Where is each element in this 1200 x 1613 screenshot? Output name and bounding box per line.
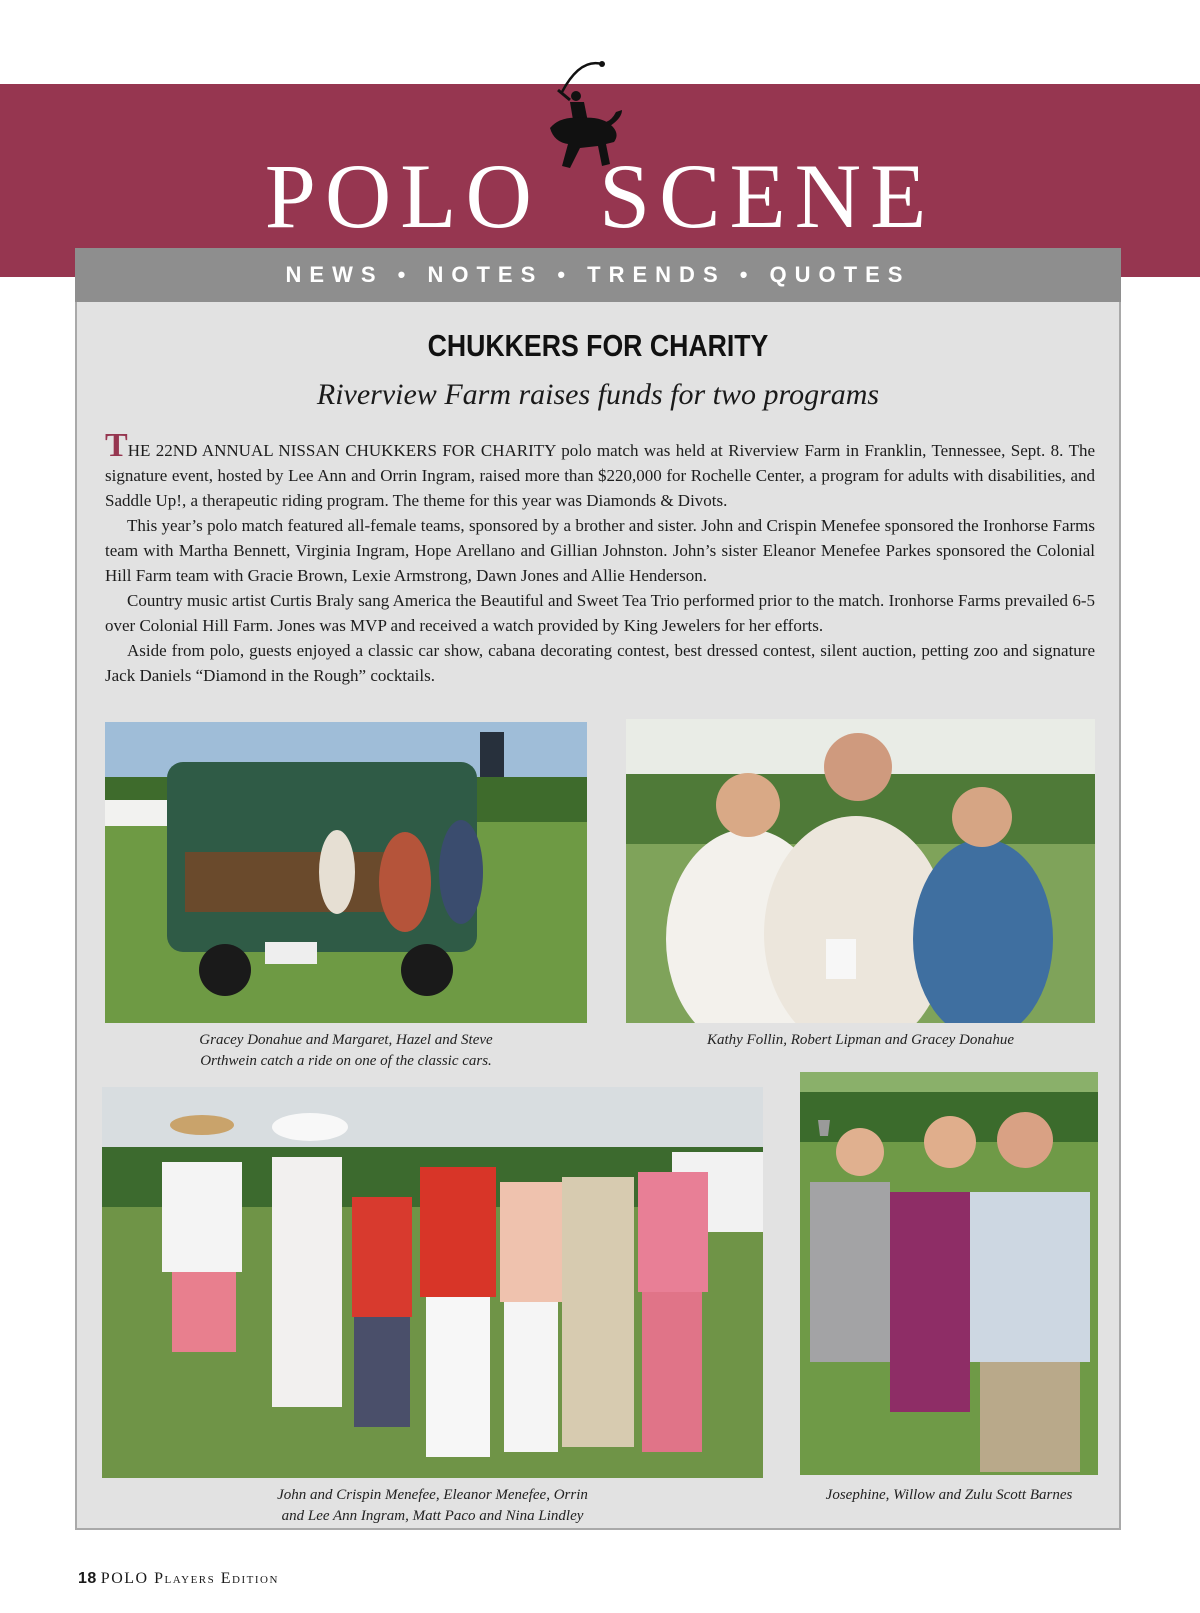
masthead-title-left: POLO bbox=[264, 145, 541, 247]
photo-classic-truck bbox=[105, 722, 587, 1023]
lead-in-caps: HE 22ND ANNUAL NISSAN CHUKKERS FOR CHARITY bbox=[127, 441, 556, 460]
section-tagline: NEWS • NOTES • TRENDS • QUOTES bbox=[75, 248, 1121, 302]
paragraph-2: This year’s polo match featured all-female teams, sponsored by a brother and sister. John and Crispin Menefee sponsored the Ironhorse Farms team with Martha Bennett, Virginia Ingram, Hope Arellano and Gillian Johnston. John’s sister Eleanor Menefee Parkes sponsored the Colonial Hill Farm team with Gracie Brown, Lexie Armstrong, Dawn Jones and Allie Henderson. bbox=[105, 516, 1095, 585]
drop-cap: T bbox=[105, 427, 128, 464]
paragraph-1-text: polo match was held at Riverview Farm in Franklin, Tennessee, Sept. 8. The signature event, hosted by Lee Ann and Orrin Ingram, raised more than $220,000 for Rochelle Center, a program for adults with disabilities, and Saddle Up!, a therapeutic riding program. The theme for this year was Diamonds & Divots. bbox=[105, 441, 1095, 510]
photo-family bbox=[800, 1072, 1098, 1475]
paragraph-4: Aside from polo, guests enjoyed a classic car show, cabana decorating contest, best dressed contest, silent auction, petting zoo and signature Jack Daniels “Diamond in the Rough” cocktails. bbox=[105, 641, 1095, 685]
photo-trio bbox=[626, 719, 1095, 1023]
article-body bbox=[105, 427, 1095, 688]
caption-group: John and Crispin Menefee, Eleanor Menefee, Orrin and Lee Ann Ingram, Matt Paco and Nina Lindley bbox=[277, 1487, 588, 1524]
caption-family: Josephine, Willow and Zulu Scott Barnes bbox=[825, 1487, 1073, 1503]
masthead-title bbox=[0, 145, 1200, 247]
caption-classic-truck: Gracey Donahue and Margaret, Hazel and Steve Orthwein catch a ride on one of the classic cars. bbox=[199, 1032, 493, 1069]
page-footer bbox=[78, 1570, 279, 1588]
paragraph-3: Country music artist Curtis Braly sang America the Beautiful and Sweet Tea Trio performed prior to the match. Ironhorse Farms prevailed 6-5 over Colonial Hill Farm. Jones was MVP and received a watch provided by King Jewelers for her efforts. bbox=[105, 591, 1095, 635]
caption-trio: Kathy Follin, Robert Lipman and Gracey Donahue bbox=[706, 1032, 1015, 1048]
masthead-title-right: SCENE bbox=[598, 145, 936, 247]
paragraph-1 bbox=[105, 427, 1095, 513]
article-headline: CHUKKERS FOR CHARITY bbox=[427, 328, 769, 363]
photo-group bbox=[102, 1087, 763, 1478]
publication-name: POLO Players Edition bbox=[100, 1570, 279, 1587]
article-subhead: Riverview Farm raises funds for two programs bbox=[316, 378, 880, 411]
page-number: 18 bbox=[78, 1570, 97, 1587]
